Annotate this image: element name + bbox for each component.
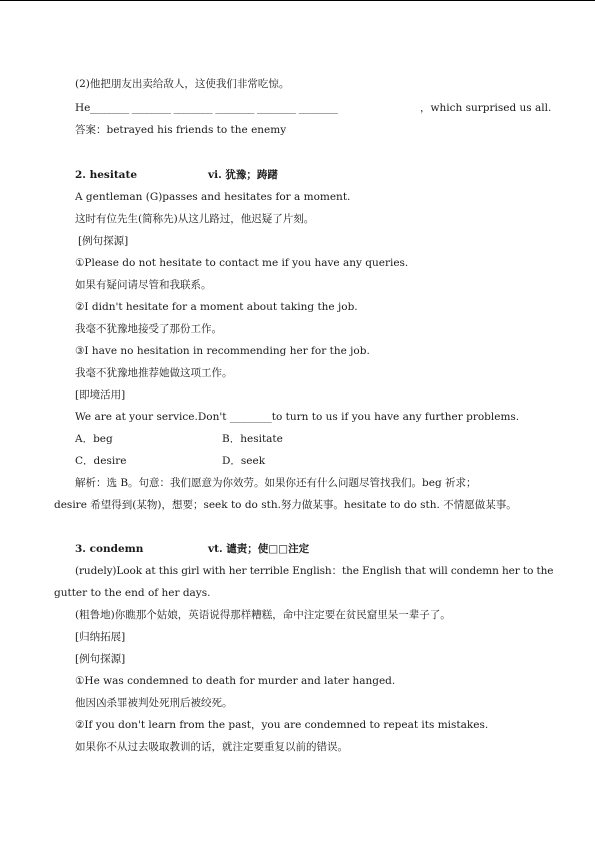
q2-english-start: He xyxy=(75,102,91,114)
condemn-sentence-2-chinese: 如果你不从过去吸取教训的话，就注定要重复以前的错误。 xyxy=(75,741,348,753)
condemn-meaning: vt. 谴责；使□□注定 xyxy=(208,543,310,555)
hesitate-sentence-2-english: ②I didn't hesitate for a moment about taking the job. xyxy=(75,301,358,313)
hesitate-question: We are at your service.Don't ________to turn to us if you have any further problems. xyxy=(75,411,520,423)
hesitate-sentence-3-chinese: 我毫不犹豫地推荐她做这项工作。 xyxy=(75,367,233,379)
q2-blanks: ________ ________ ________ ________ ________ ________ xyxy=(90,102,338,114)
q2-english-end: ，which surprised us all. xyxy=(420,102,552,114)
hesitate-sentence-1-chinese: 如果有疑问请尽管和我联系。 xyxy=(75,279,212,291)
option-c: C．desire xyxy=(75,455,127,467)
condemn-sentence-1-chinese: 他因凶杀罪被判处死刑后被绞死。 xyxy=(75,697,233,709)
condemn-example-chinese: (粗鲁地)你瞧那个姑娘，英语说得那样糟糕，命中注定要在贫民窟里呆一辈子了。 xyxy=(75,609,451,621)
hesitate-source-label: [例句探源] xyxy=(78,235,129,247)
hesitate-sentence-3-english: ③I have no hesitation in recommending her for the job. xyxy=(75,345,370,357)
condemn-heading: 3. condemn xyxy=(75,543,144,555)
option-d: D．seek xyxy=(222,455,266,467)
condemn-example-english-line-1: (rudely)Look at this girl with her terrible English：the English that will condemn her to the xyxy=(75,565,554,577)
hesitate-analysis-line-1: 解析：选 B。句意：我们愿意为你效劳。如果你还有什么问题尽管找我们。beg 祈求； xyxy=(75,477,477,489)
hesitate-sentence-2-chinese: 我毫不犹豫地接受了那份工作。 xyxy=(75,323,222,335)
option-a: A．beg xyxy=(75,433,113,445)
option-b: B．hesitate xyxy=(222,433,283,445)
hesitate-analysis-line-2: desire 希望得到(某物)，想要；seek to do sth.努力做某事。hesitate to do sth. 不情愿做某事。 xyxy=(54,499,517,511)
page-top-border xyxy=(0,0,595,1)
condemn-sentence-2-english: ②If you don't learn from the past，you are condemned to repeat its mistakes. xyxy=(75,719,489,731)
condemn-expand-label: [归纳拓展] xyxy=(75,631,126,643)
q2-chinese: (2)他把朋友出卖给敌人，这使我们非常吃惊。 xyxy=(75,78,290,90)
condemn-example-english-line-2: gutter to the end of her days. xyxy=(54,587,211,599)
hesitate-example-chinese: 这时有位先生(简称先)从这儿路过，他迟疑了片刻。 xyxy=(75,213,315,225)
hesitate-practice-label: [即境活用] xyxy=(75,389,126,401)
condemn-source-label: [例句探源] xyxy=(75,653,126,665)
hesitate-heading: 2. hesitate xyxy=(75,169,138,181)
hesitate-meaning: vi. 犹豫；踌躇 xyxy=(208,169,278,181)
hesitate-sentence-1-english: ①Please do not hesitate to contact me if you have any queries. xyxy=(75,257,409,269)
hesitate-example-english: A gentleman (G)passes and hesitates for a moment. xyxy=(75,191,351,203)
condemn-sentence-1-english: ①He was condemned to death for murder and later hanged. xyxy=(75,675,396,687)
q2-answer: 答案：betrayed his friends to the enemy xyxy=(75,124,287,136)
